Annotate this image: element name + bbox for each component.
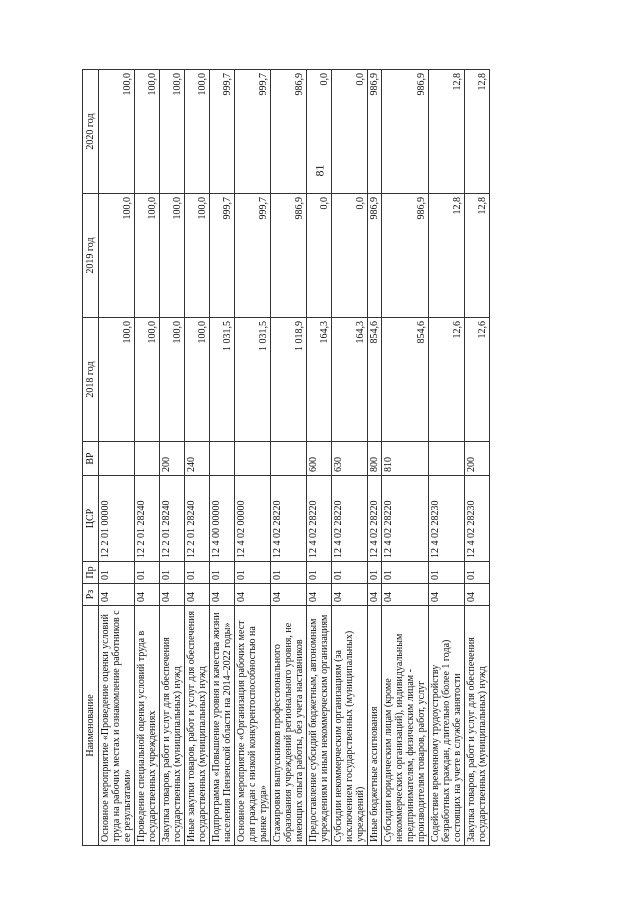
header-rz: Рз xyxy=(83,584,99,606)
cell-pr: 01 xyxy=(382,562,429,584)
cell-vr: 800 xyxy=(368,442,382,476)
table-row xyxy=(429,70,465,846)
cell-name: Проведение специальной оценки условий труда в государственных учреждениях xyxy=(135,606,160,846)
cell-y2020: 0,0 xyxy=(332,70,368,194)
cell-rz: 04 xyxy=(235,584,271,606)
cell-name: Субсидии юридическим лицам (кроме некоммерческих организаций), индивидуальным предпринимателям, физическим лицам - производителям товаров, работ, услуг xyxy=(382,606,429,846)
page-number: 81 xyxy=(312,164,327,177)
cell-rz: 04 xyxy=(429,584,465,606)
cell-y2018: 100,0 xyxy=(160,318,185,442)
cell-rz: 04 xyxy=(135,584,160,606)
table-row xyxy=(307,70,332,846)
rotated-page-content xyxy=(82,70,558,846)
cell-rz: 04 xyxy=(332,584,368,606)
cell-y2020: 986,9 xyxy=(368,70,382,194)
table-row xyxy=(368,70,382,846)
cell-rz: 04 xyxy=(465,584,490,606)
cell-y2018: 854,6 xyxy=(368,318,382,442)
cell-name: Иные закупки товаров, работ и услуг для обеспечения государственных (муниципальных) нужд xyxy=(185,606,210,846)
cell-csr: 12 4 02 28230 xyxy=(465,476,490,562)
cell-rz: 04 xyxy=(160,584,185,606)
table-row xyxy=(99,70,135,846)
cell-csr: 12 4 02 28220 xyxy=(368,476,382,562)
table-row xyxy=(332,70,368,846)
table-row xyxy=(465,70,490,846)
cell-csr: 12 4 02 28230 xyxy=(429,476,465,562)
cell-y2020: 999,7 xyxy=(235,70,271,194)
cell-pr: 01 xyxy=(271,562,307,584)
cell-vr xyxy=(429,442,465,476)
cell-name: Содействие временному трудоустройству безработных граждан, длительно (более 1 года) состоящих на учете в службе занятости xyxy=(429,606,465,846)
cell-csr: 12 4 02 28220 xyxy=(307,476,332,562)
cell-rz: 04 xyxy=(185,584,210,606)
cell-vr: 200 xyxy=(465,442,490,476)
cell-name: Закупка товаров, работ и услуг для обеспечения государственных (муниципальных) нужд xyxy=(465,606,490,846)
budget-table xyxy=(82,69,490,846)
cell-y2019: 999,7 xyxy=(235,194,271,318)
cell-pr: 01 xyxy=(307,562,332,584)
cell-pr: 01 xyxy=(160,562,185,584)
cell-y2019: 100,0 xyxy=(99,194,135,318)
cell-y2019: 100,0 xyxy=(160,194,185,318)
cell-name: Закупка товаров, работ и услуг для обеспечения государственных (муниципальных) нужд xyxy=(160,606,185,846)
cell-rz: 04 xyxy=(382,584,429,606)
cell-csr: 12 4 02 00000 xyxy=(235,476,271,562)
cell-rz: 04 xyxy=(271,584,307,606)
cell-y2020: 12,8 xyxy=(465,70,490,194)
cell-y2020: 100,0 xyxy=(160,70,185,194)
table-row xyxy=(382,70,429,846)
cell-pr: 01 xyxy=(332,562,368,584)
cell-pr: 01 xyxy=(368,562,382,584)
header-pr: Пр xyxy=(83,562,99,584)
cell-pr: 01 xyxy=(99,562,135,584)
cell-rz: 04 xyxy=(368,584,382,606)
table-row xyxy=(235,70,271,846)
cell-y2018: 100,0 xyxy=(185,318,210,442)
cell-y2019: 986,9 xyxy=(271,194,307,318)
cell-name: Иные бюджетные ассигнования xyxy=(368,606,382,846)
cell-y2020: 100,0 xyxy=(135,70,160,194)
cell-y2018: 164,3 xyxy=(307,318,332,442)
header-2020: 2020 год xyxy=(83,70,99,194)
cell-csr: 12 2 01 28240 xyxy=(135,476,160,562)
cell-y2018: 1 031,5 xyxy=(210,318,235,442)
cell-y2020: 999,7 xyxy=(210,70,235,194)
table-header-row xyxy=(83,70,99,846)
table-row xyxy=(185,70,210,846)
cell-y2018: 100,0 xyxy=(99,318,135,442)
cell-y2019: 100,0 xyxy=(135,194,160,318)
cell-y2018: 12,6 xyxy=(465,318,490,442)
cell-y2018: 12,6 xyxy=(429,318,465,442)
cell-rz: 04 xyxy=(99,584,135,606)
cell-vr: 200 xyxy=(160,442,185,476)
cell-csr: 12 2 01 28240 xyxy=(160,476,185,562)
cell-csr: 12 2 01 28240 xyxy=(185,476,210,562)
cell-rz: 04 xyxy=(210,584,235,606)
cell-y2020: 986,9 xyxy=(271,70,307,194)
cell-y2019: 100,0 xyxy=(185,194,210,318)
cell-csr: 12 4 02 28220 xyxy=(382,476,429,562)
cell-y2020: 0,0 xyxy=(307,70,332,194)
table-row xyxy=(160,70,185,846)
cell-pr: 01 xyxy=(465,562,490,584)
cell-y2020: 100,0 xyxy=(99,70,135,194)
table-row xyxy=(135,70,160,846)
cell-y2018: 854,6 xyxy=(382,318,429,442)
cell-name: Стажировки выпускников профессионального образования учреждений регионального уровня, не имеющих опыта работы, без учета наставников xyxy=(271,606,307,846)
header-name: Наименование xyxy=(83,606,99,846)
cell-vr: 240 xyxy=(185,442,210,476)
cell-y2019: 0,0 xyxy=(332,194,368,318)
cell-vr xyxy=(271,442,307,476)
cell-pr: 01 xyxy=(210,562,235,584)
cell-y2020: 100,0 xyxy=(185,70,210,194)
cell-y2020: 12,8 xyxy=(429,70,465,194)
cell-y2018: 1 031,5 xyxy=(235,318,271,442)
table-body xyxy=(99,70,490,846)
cell-pr: 01 xyxy=(135,562,160,584)
table-row xyxy=(271,70,307,846)
cell-y2019: 986,9 xyxy=(382,194,429,318)
cell-pr: 01 xyxy=(185,562,210,584)
header-csr: ЦСР xyxy=(83,476,99,562)
cell-name: Основное мероприятие «Организация рабочих мест для граждан с низкой конкурентоспособностью на рынке труда» xyxy=(235,606,271,846)
cell-csr: 12 4 02 28220 xyxy=(271,476,307,562)
cell-vr xyxy=(235,442,271,476)
cell-y2020: 986,9 xyxy=(382,70,429,194)
cell-y2019: 12,8 xyxy=(429,194,465,318)
cell-vr xyxy=(135,442,160,476)
cell-pr: 01 xyxy=(429,562,465,584)
header-vr: ВР xyxy=(83,442,99,476)
cell-name: Подпрограмма «Повышение уровня и качества жизни населения Пензенской области на 2014–2022 годы» xyxy=(210,606,235,846)
header-2018: 2018 год xyxy=(83,318,99,442)
cell-vr: 600 xyxy=(307,442,332,476)
table-row xyxy=(210,70,235,846)
cell-y2019: 12,8 xyxy=(465,194,490,318)
cell-y2018: 1 018,9 xyxy=(271,318,307,442)
header-2019: 2019 год xyxy=(83,194,99,318)
cell-y2019: 999,7 xyxy=(210,194,235,318)
cell-pr: 01 xyxy=(235,562,271,584)
cell-csr: 12 4 02 28220 xyxy=(332,476,368,562)
cell-name: Субсидии некоммерческим организациям (за исключением государственных (муниципальных) учреждений) xyxy=(332,606,368,846)
cell-y2019: 0,0 xyxy=(307,194,332,318)
cell-name: Предоставление субсидий бюджетным, автономным учреждениям и иным некоммерческим организациям xyxy=(307,606,332,846)
cell-y2018: 100,0 xyxy=(135,318,160,442)
cell-vr: 630 xyxy=(332,442,368,476)
cell-y2019: 986,9 xyxy=(368,194,382,318)
cell-rz: 04 xyxy=(307,584,332,606)
cell-csr: 12 4 00 00000 xyxy=(210,476,235,562)
cell-name: Основное мероприятие «Проведение оценки условий труда на рабочих местах и ознакомление работников с ее результатами» xyxy=(99,606,135,846)
cell-y2018: 164,3 xyxy=(332,318,368,442)
cell-vr: 810 xyxy=(382,442,429,476)
cell-csr: 12 2 01 00000 xyxy=(99,476,135,562)
cell-vr xyxy=(210,442,235,476)
cell-vr xyxy=(99,442,135,476)
